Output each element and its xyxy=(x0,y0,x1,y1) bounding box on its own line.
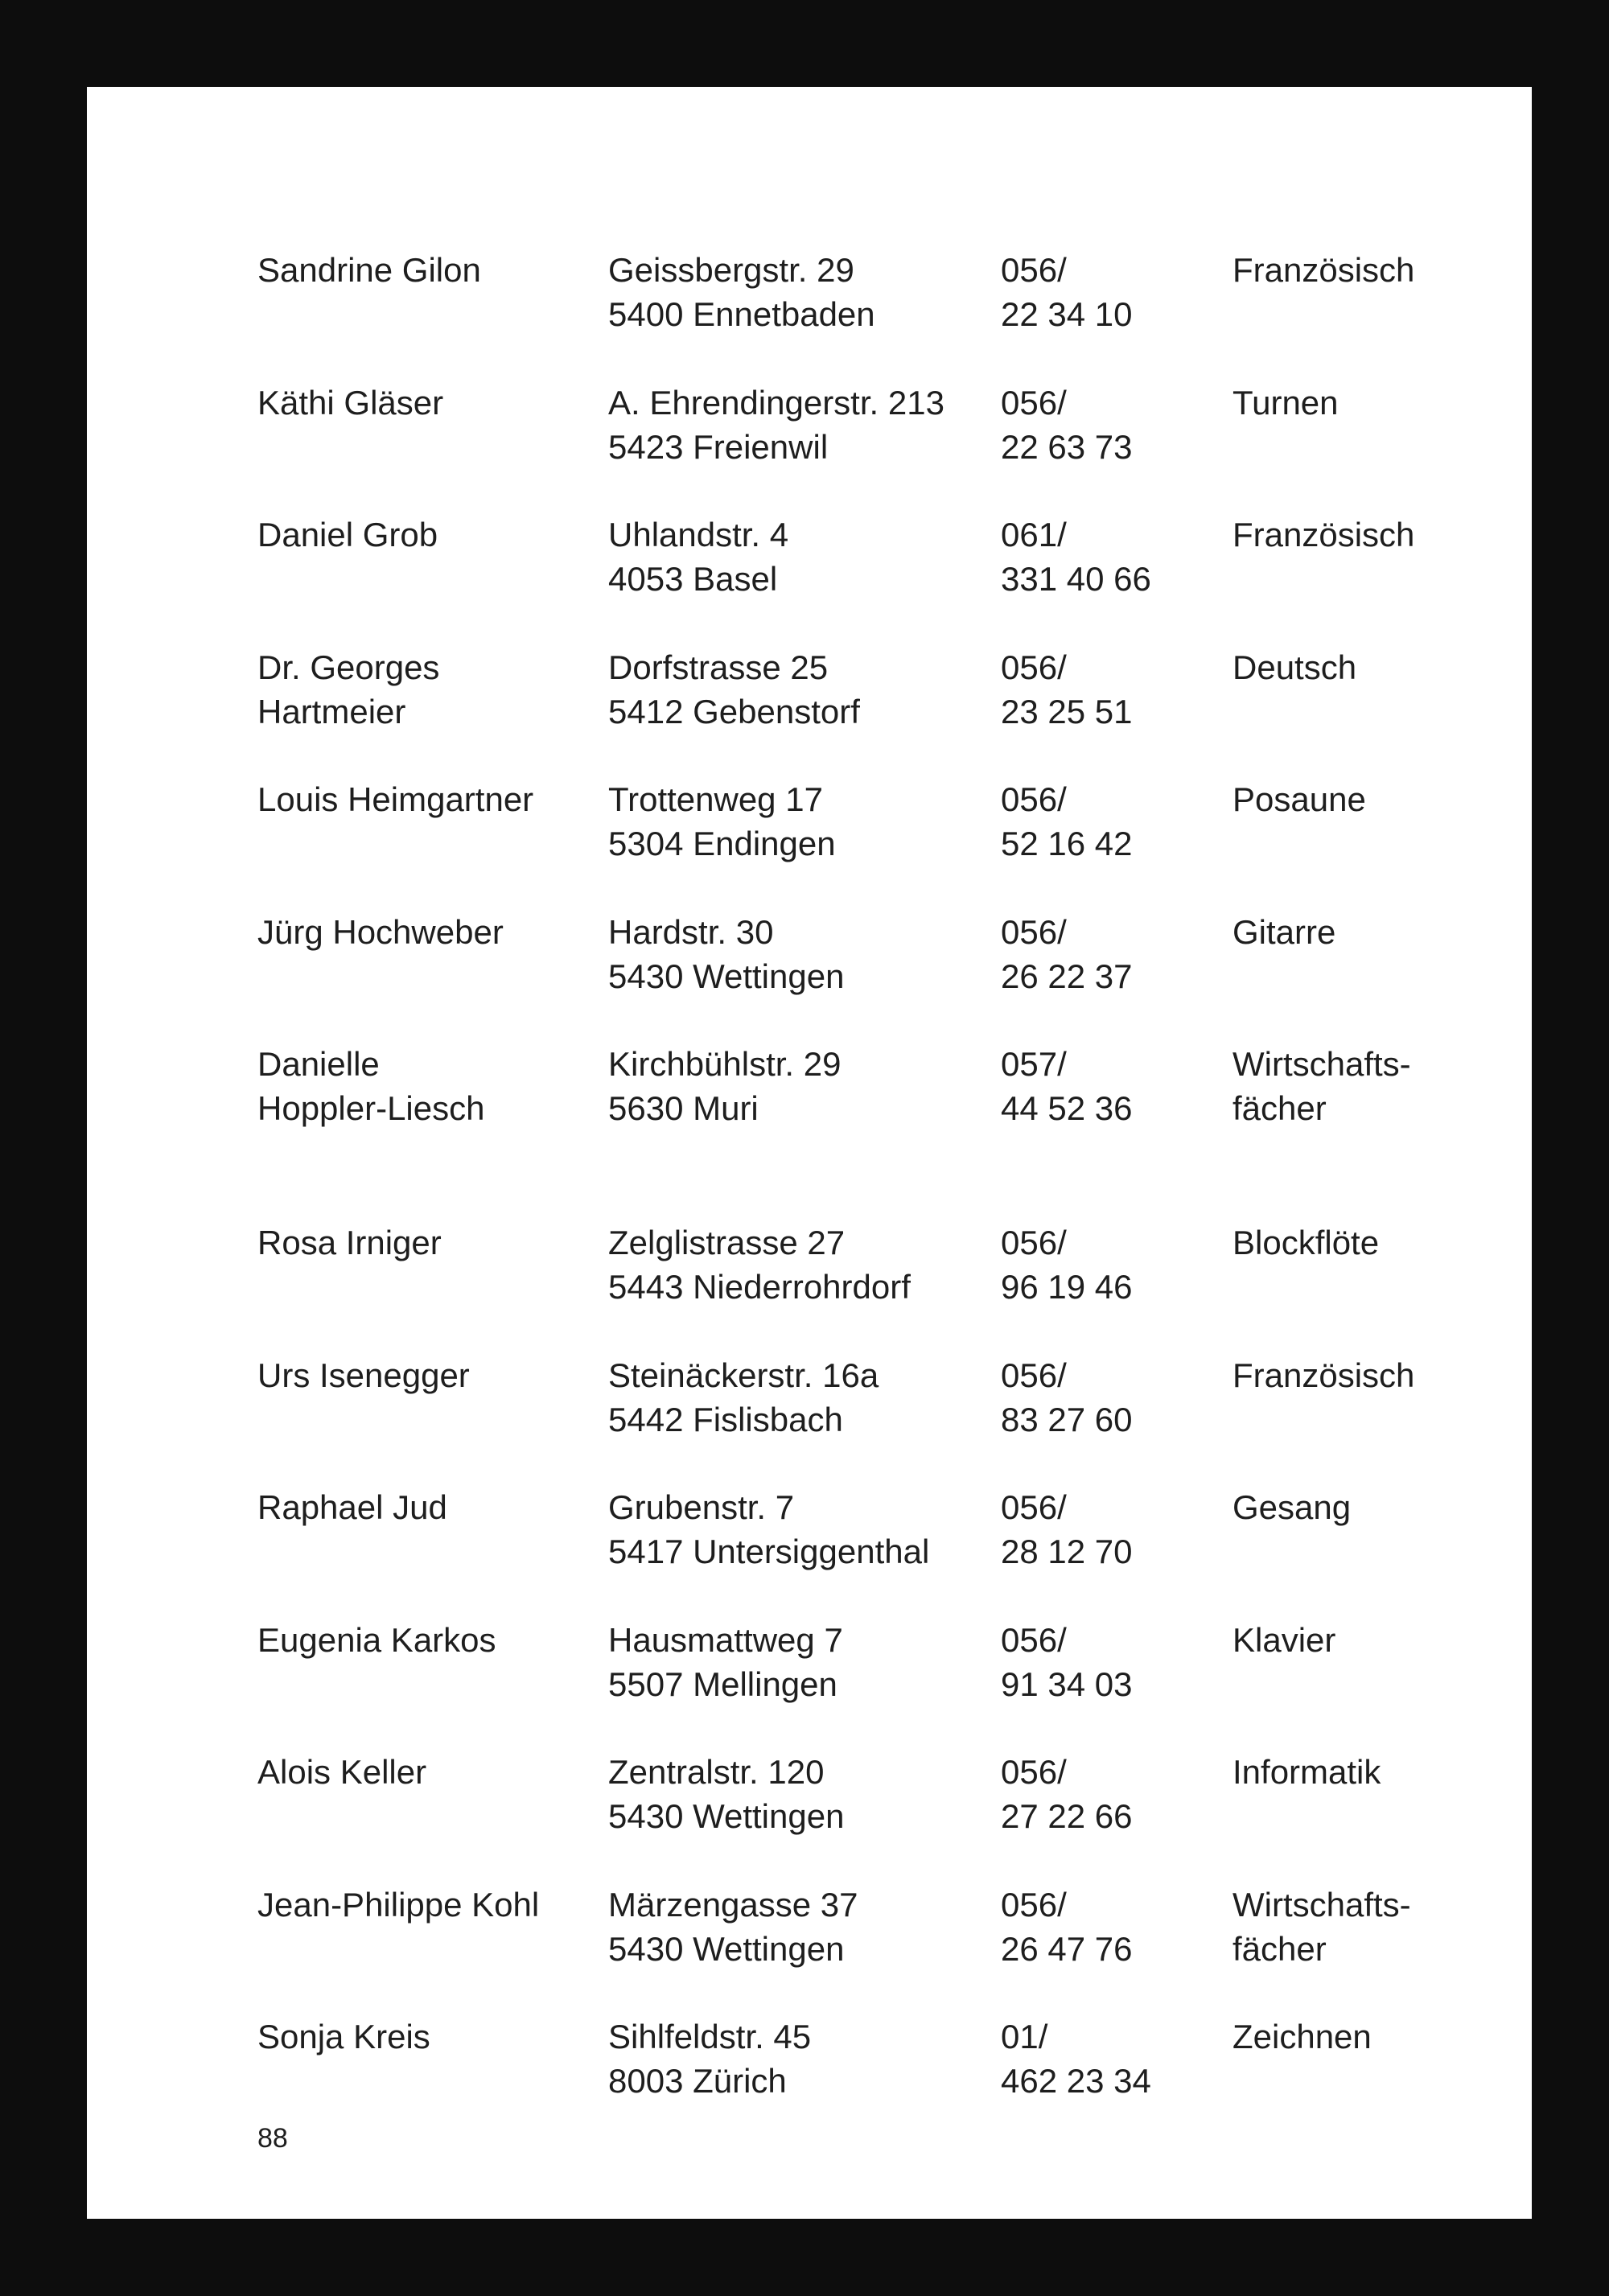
street-line: Steinäckerstr. 16a xyxy=(608,1356,879,1394)
phone-number: 83 27 60 xyxy=(1001,1400,1133,1438)
contact-entry xyxy=(257,1220,1512,1353)
name-line: Eugenia Karkos xyxy=(257,1620,496,1659)
contact-subject xyxy=(1232,645,1356,689)
city-line: 5400 Ennetbaden xyxy=(608,295,875,333)
city-line: 5430 Wettingen xyxy=(608,957,845,995)
contact-entry xyxy=(257,1042,1512,1220)
contact-entry xyxy=(257,645,1512,778)
area-code: 056/ xyxy=(1001,251,1067,289)
name-line: Louis Heimgartner xyxy=(257,780,534,818)
phone-number: 26 22 37 xyxy=(1001,957,1133,995)
contact-name xyxy=(257,381,443,425)
area-code: 056/ xyxy=(1001,383,1067,422)
phone-number: 23 25 51 xyxy=(1001,692,1133,730)
city-line: 5304 Endingen xyxy=(608,825,836,862)
contact-phone xyxy=(1001,512,1151,601)
contact-subject xyxy=(1232,248,1414,292)
contact-name xyxy=(257,777,533,821)
contact-subject xyxy=(1232,1485,1351,1529)
contact-entry xyxy=(257,777,1512,910)
name-line: Jean-Philippe Kohl xyxy=(257,1885,540,1924)
phone-number: 462 23 34 xyxy=(1001,2062,1151,2100)
subject-line: Französisch xyxy=(1232,1356,1415,1394)
contact-name xyxy=(257,1750,426,1794)
contact-address xyxy=(608,1485,929,1574)
name-line: Danielle xyxy=(257,1045,380,1083)
phone-number: 331 40 66 xyxy=(1001,560,1151,598)
street-line: Hardstr. 30 xyxy=(608,912,774,951)
contact-phone xyxy=(1001,2014,1151,2103)
area-code: 061/ xyxy=(1001,516,1067,553)
contact-phone xyxy=(1001,381,1133,469)
subject-line: fächer xyxy=(1232,1089,1327,1127)
contact-name xyxy=(257,910,504,954)
subject-line: Klavier xyxy=(1232,1620,1336,1659)
contact-address xyxy=(608,248,875,336)
contact-address xyxy=(608,381,944,469)
area-code: 056/ xyxy=(1001,1620,1067,1659)
subject-line: Turnen xyxy=(1232,383,1339,422)
contact-entry xyxy=(257,1618,1512,1751)
contact-phone xyxy=(1001,1353,1133,1442)
street-line: Geissbergstr. 29 xyxy=(608,251,854,289)
city-line: 5412 Gebenstorf xyxy=(608,692,860,730)
street-line: Zelglistrasse 27 xyxy=(608,1224,846,1261)
contact-name xyxy=(257,512,438,557)
phone-number: 22 34 10 xyxy=(1001,295,1133,333)
street-line: A. Ehrendingerstr. 213 xyxy=(608,383,944,422)
city-line: 5430 Wettingen xyxy=(608,1929,845,1968)
name-line: Sonja Kreis xyxy=(257,2018,430,2055)
street-line: Zentralstr. 120 xyxy=(608,1753,825,1791)
contact-name xyxy=(257,1618,496,1662)
area-code: 057/ xyxy=(1001,1045,1067,1083)
contact-address xyxy=(608,1353,879,1442)
contact-subject xyxy=(1232,381,1339,425)
city-line: 5443 Niederrohrdorf xyxy=(608,1268,911,1306)
contact-list xyxy=(257,248,1512,2147)
contact-subject xyxy=(1232,2014,1372,2059)
area-code: 056/ xyxy=(1001,1356,1067,1394)
phone-number: 44 52 36 xyxy=(1001,1089,1133,1127)
city-line: 5417 Untersiggenthal xyxy=(608,1533,930,1570)
name-line: Käthi Gläser xyxy=(257,383,444,422)
contact-entry xyxy=(257,1750,1512,1882)
contact-name xyxy=(257,2014,430,2059)
contact-entry xyxy=(257,248,1512,381)
city-line: 8003 Zürich xyxy=(608,2062,787,2100)
city-line: 5430 Wettingen xyxy=(608,1797,845,1835)
contact-entry xyxy=(257,381,1512,513)
city-line: 5507 Mellingen xyxy=(608,1664,837,1703)
name-line: Hartmeier xyxy=(257,692,406,730)
street-line: Uhlandstr. 4 xyxy=(608,516,789,553)
name-line: Raphael Jud xyxy=(257,1488,447,1526)
contact-subject xyxy=(1232,512,1414,557)
contact-subject xyxy=(1232,777,1366,821)
phone-number: 22 63 73 xyxy=(1001,427,1133,466)
contact-phone xyxy=(1001,645,1133,734)
contact-name xyxy=(257,1485,447,1529)
subject-line: Posaune xyxy=(1232,780,1366,818)
contact-address xyxy=(608,2014,811,2103)
document-page xyxy=(87,87,1532,2219)
street-line: Sihlfeldstr. 45 xyxy=(608,2018,812,2055)
city-line: 4053 Basel xyxy=(608,560,778,598)
name-line: Rosa Irniger xyxy=(257,1224,442,1261)
phone-number: 91 34 03 xyxy=(1001,1664,1133,1703)
contact-name xyxy=(257,1042,484,1130)
contact-subject xyxy=(1232,1618,1335,1662)
name-line: Daniel Grob xyxy=(257,516,438,553)
contact-subject xyxy=(1232,910,1335,954)
subject-line: Blockflöte xyxy=(1232,1224,1380,1261)
contact-entry xyxy=(257,1882,1512,2015)
subject-line: Wirtschafts- xyxy=(1232,1045,1411,1083)
contact-address xyxy=(608,1618,843,1706)
contact-address xyxy=(608,1042,842,1130)
area-code: 056/ xyxy=(1001,1488,1067,1526)
area-code: 056/ xyxy=(1001,780,1067,818)
contact-address xyxy=(608,1882,858,1971)
contact-entry xyxy=(257,512,1512,645)
contact-phone xyxy=(1001,1485,1133,1574)
street-line: Dorfstrasse 25 xyxy=(608,648,829,686)
contact-phone xyxy=(1001,248,1133,336)
phone-number: 96 19 46 xyxy=(1001,1268,1133,1306)
street-line: Grubenstr. 7 xyxy=(608,1488,795,1526)
contact-name xyxy=(257,645,439,734)
contact-phone xyxy=(1001,910,1133,998)
area-code: 056/ xyxy=(1001,1753,1067,1791)
contact-entry xyxy=(257,910,1512,1043)
contact-address xyxy=(608,1220,911,1309)
area-code: 056/ xyxy=(1001,648,1067,686)
phone-number: 28 12 70 xyxy=(1001,1533,1133,1570)
subject-line: Wirtschafts- xyxy=(1232,1885,1411,1924)
name-line: Jürg Hochweber xyxy=(257,912,504,951)
subject-line: Französisch xyxy=(1232,251,1415,289)
contact-name xyxy=(257,1353,470,1397)
name-line: Hoppler-Liesch xyxy=(257,1089,485,1127)
contact-name xyxy=(257,1882,539,1927)
contact-subject xyxy=(1232,1353,1414,1397)
name-line: Alois Keller xyxy=(257,1753,427,1791)
area-code: 01/ xyxy=(1001,2018,1048,2055)
contact-phone xyxy=(1001,1882,1133,1971)
phone-number: 52 16 42 xyxy=(1001,825,1133,862)
area-code: 056/ xyxy=(1001,1224,1067,1261)
area-code: 056/ xyxy=(1001,912,1067,951)
contact-name xyxy=(257,248,481,292)
city-line: 5630 Muri xyxy=(608,1089,759,1127)
area-code: 056/ xyxy=(1001,1885,1067,1924)
phone-number: 27 22 66 xyxy=(1001,1797,1133,1835)
street-line: Kirchbühlstr. 29 xyxy=(608,1045,842,1083)
subject-line: Französisch xyxy=(1232,516,1415,553)
contact-address xyxy=(608,1750,844,1838)
subject-line: Deutsch xyxy=(1232,648,1357,686)
contact-entry xyxy=(257,2014,1512,2147)
city-line: 5442 Fislisbach xyxy=(608,1400,843,1438)
page-number: 88 xyxy=(257,2123,288,2154)
phone-number: 26 47 76 xyxy=(1001,1929,1133,1968)
subject-line: Gitarre xyxy=(1232,912,1336,951)
contact-address xyxy=(608,910,844,998)
contact-subject xyxy=(1232,1042,1411,1130)
contact-name xyxy=(257,1220,442,1265)
contact-phone xyxy=(1001,1618,1133,1706)
name-line: Sandrine Gilon xyxy=(257,251,481,289)
contact-address xyxy=(608,645,860,734)
contact-subject xyxy=(1232,1750,1381,1794)
contact-address xyxy=(608,777,836,866)
subject-line: Gesang xyxy=(1232,1488,1352,1526)
subject-line: fächer xyxy=(1232,1929,1327,1968)
subject-line: Zeichnen xyxy=(1232,2018,1372,2055)
contact-phone xyxy=(1001,777,1133,866)
contact-phone xyxy=(1001,1750,1133,1838)
name-line: Dr. Georges xyxy=(257,648,440,686)
contact-phone xyxy=(1001,1042,1133,1130)
contact-address xyxy=(608,512,788,601)
street-line: Märzengasse 37 xyxy=(608,1885,858,1924)
contact-entry xyxy=(257,1485,1512,1618)
city-line: 5423 Freienwil xyxy=(608,427,829,466)
contact-subject xyxy=(1232,1220,1379,1265)
contact-phone xyxy=(1001,1220,1133,1309)
contact-subject xyxy=(1232,1882,1411,1971)
street-line: Trottenweg 17 xyxy=(608,780,823,818)
name-line: Urs Isenegger xyxy=(257,1356,470,1394)
contact-entry xyxy=(257,1353,1512,1486)
street-line: Hausmattweg 7 xyxy=(608,1620,843,1659)
subject-line: Informatik xyxy=(1232,1753,1381,1791)
